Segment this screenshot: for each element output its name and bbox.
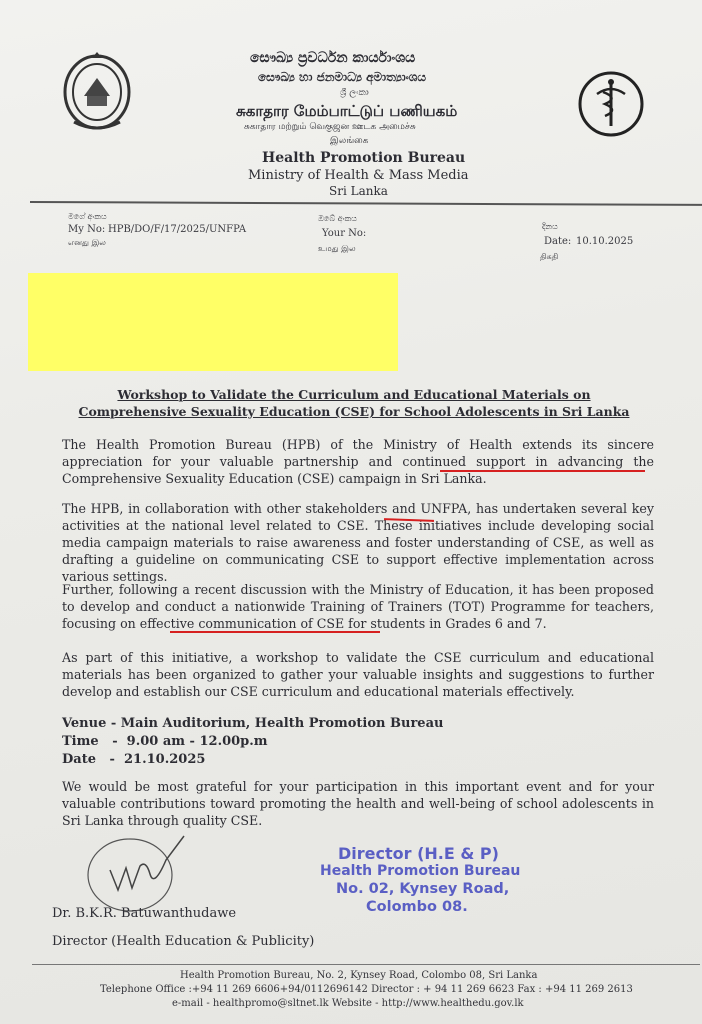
date-label: Date: (544, 236, 572, 247)
letterhead-sinhala-country: ශ්‍රී ලංකා (340, 88, 369, 98)
stamp-line-3: No. 02, Kynsey Road, (336, 881, 510, 897)
footer-address: Health Promotion Bureau, No. 2, Kynsey Road, Colombo 08, Sri Lanka (180, 970, 538, 981)
date-value: 10.10.2025 (576, 236, 634, 247)
event-venue: Venue - Main Auditorium, Health Promotion Bureau (62, 716, 444, 731)
stamp-line-2: Health Promotion Bureau (320, 863, 521, 879)
body-paragraph-2: The HPB, in collaboration with other stakeholders and UNFPA, has undertaken several key activities at the national level related to CSE. These initiatives include developing social media campaign materials to raise awareness and foster understanding of CSE, as well as drafting a guideline on communicating CSE to support effective implementation across various settings. (62, 501, 654, 584)
my-no-tamil-label: எனது இல (68, 238, 106, 247)
body-paragraph-4: As part of this initiative, a workshop to validate the CSE curriculum and educational materials has been organized to gather your valuable insights and suggestions to further develop and establish our CSE curriculum and educational materials effectively. (62, 650, 654, 699)
date-sinhala-label: දිනය (542, 222, 558, 231)
letterhead-country: Sri Lanka (329, 184, 388, 198)
my-no-value: HPB/DO/F/17/2025/UNFPA (108, 224, 247, 235)
letterhead-divider (30, 201, 702, 206)
caduceus-logo-icon (577, 70, 645, 138)
stamp-line-4: Colombo 08. (366, 899, 468, 915)
your-no-tamil-label: உமது இல (318, 244, 356, 253)
event-date: Date - 21.10.2025 (62, 752, 206, 767)
signatory-title: Director (Health Education & Publicity) (52, 934, 315, 949)
body-paragraph-3: Further, following a recent discussion with the Ministry of Education, it has been proposed to develop and conduct a nationwide Training of Trainers (TOT) Programme for teachers, focusing on effective communication of CSE for students in Grades 6 and 7. (62, 582, 654, 631)
letterhead-sinhala-ministry: සෞඛ්‍ය හා ජනමාධ්‍ය අමාත්‍යාංශය (258, 70, 426, 84)
your-no-sinhala-label: ඔබේ අංකය (318, 214, 357, 223)
stamp-line-1: Director (H.E & P) (338, 844, 499, 863)
letterhead-sinhala-title: සෞඛ්‍ය ප්‍රවර්ධන කාර්යාංශය (250, 50, 416, 66)
signatory-name: Dr. B.K.R. Batuwanthudawe (52, 906, 237, 921)
date-tamil-label: திகதி (540, 252, 559, 261)
letterhead-tamil-ministry: சுகாதார மற்றும் வெகுஜன ஊடக அமைச்சு (244, 122, 416, 132)
your-no-label: Your No: (322, 228, 367, 239)
letter-subject: Workshop to Validate the Curriculum and Educational Materials on Comprehensive Sexuality Education (CSE) for School Adolescents in Sri Lanka (78, 387, 630, 419)
footer-phones: Telephone Office :+94 11 269 6606+94/0112696142 Director : + 94 11 269 6623 Fax : +94 11 269 2613 (100, 984, 633, 995)
body-paragraph-1: The Health Promotion Bureau (HPB) of the Ministry of Health extends its sincere appreciation for your valuable partnership and continued support in advancing the Comprehensive Sexuality Education (CSE) campaign in Sri Lanka. (62, 437, 654, 486)
sri-lanka-emblem-icon (62, 52, 132, 132)
letterhead-tamil-title: சுகாதார மேம்பாட்டுப் பணியகம் (236, 102, 458, 120)
footer-divider (32, 964, 700, 965)
letterhead-ministry: Ministry of Health & Mass Media (248, 168, 469, 183)
my-no-label: My No: (68, 224, 106, 235)
my-no-sinhala-label: මගේ අංකය (68, 212, 107, 221)
red-underline-cse (440, 470, 645, 472)
redacted-recipient-block (28, 273, 398, 371)
event-time: Time - 9.00 am - 12.00p.m (62, 734, 268, 749)
red-underline-grades (170, 631, 380, 633)
letterhead-org-name: Health Promotion Bureau (262, 150, 466, 166)
closing-paragraph: We would be most grateful for your participation in this important event and for your valuable contributions toward promoting the health and well-being of school adolescents in Sri Lanka through quality CSE. (62, 779, 654, 828)
letterhead-tamil-country: இலங்கை (330, 136, 369, 146)
footer-contact: e-mail - healthpromo@sltnet.lk Website - http://www.healthedu.gov.lk (172, 998, 524, 1009)
